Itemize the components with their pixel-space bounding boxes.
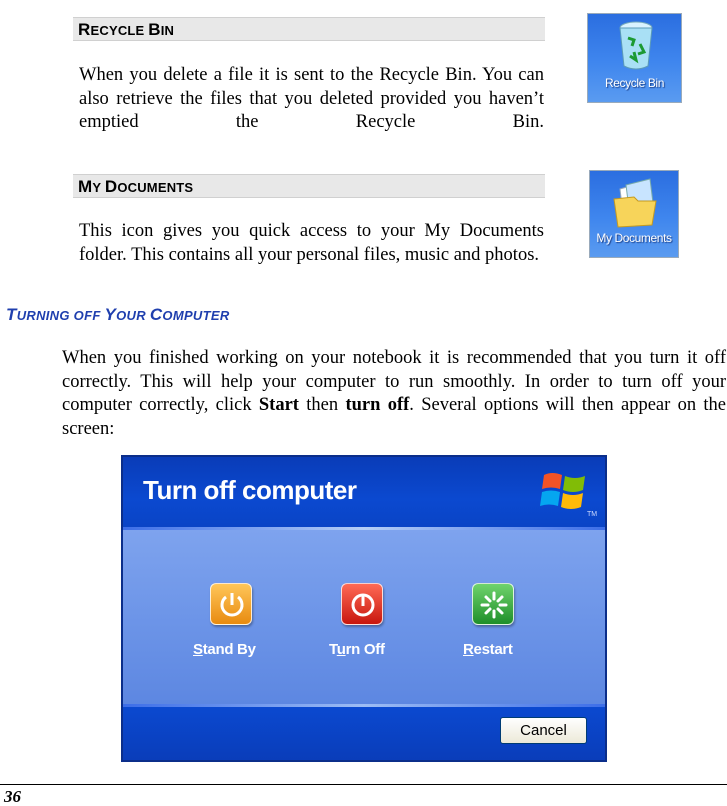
my-documents-icon-label: My Documents (596, 231, 672, 245)
windows-logo-icon (540, 467, 590, 513)
restart-button[interactable] (472, 583, 514, 625)
start-emphasis: Start (258, 395, 299, 415)
turn-off-emphasis: turn off (345, 395, 410, 415)
recycle-bin-heading: RECYCLE BIN (73, 17, 545, 41)
my-documents-description: This icon gives you quick access to your My Documents folder. This contains all your personal files, music and photos. (79, 221, 544, 265)
turn-off-dialog (121, 455, 607, 762)
recycle-bin-icon-label: Recycle Bin (605, 76, 664, 90)
stand-by-label[interactable]: Stand By (193, 641, 256, 658)
stand-by-button[interactable] (210, 583, 252, 625)
restart-icon (473, 584, 515, 626)
restart-label[interactable]: Restart (463, 641, 513, 658)
footer-rule (0, 784, 727, 785)
cancel-button[interactable]: Cancel (500, 717, 587, 744)
recycle-bin-description: When you delete a file it is sent to the Recycle Bin. You can also retrieve the files that you deleted provided you haven’t emptied the Recycle Bin. (79, 65, 544, 132)
trademark-mark: TM (587, 511, 598, 518)
turning-off-description: When you finished working on your notebook it is recommended that you turn it off correctly. This will help your computer to run smoothly. In order to turn off your computer correctly, click Start then turn off. Several options will then appear on the screen: (62, 348, 726, 439)
dialog-title: Turn off computer (143, 475, 357, 505)
turn-off-button[interactable] (341, 583, 383, 625)
recycle-bin-desktop-icon (587, 13, 682, 103)
turning-off-heading: TURNING OFF YOUR COMPUTER (6, 305, 230, 324)
power-off-icon (342, 584, 384, 626)
my-documents-desktop-icon (589, 170, 679, 258)
turn-off-label[interactable]: Turn Off (329, 641, 385, 658)
my-documents-heading: MY DOCUMENTS (73, 174, 545, 198)
page-number: 36 (4, 787, 21, 806)
power-icon (211, 584, 253, 626)
